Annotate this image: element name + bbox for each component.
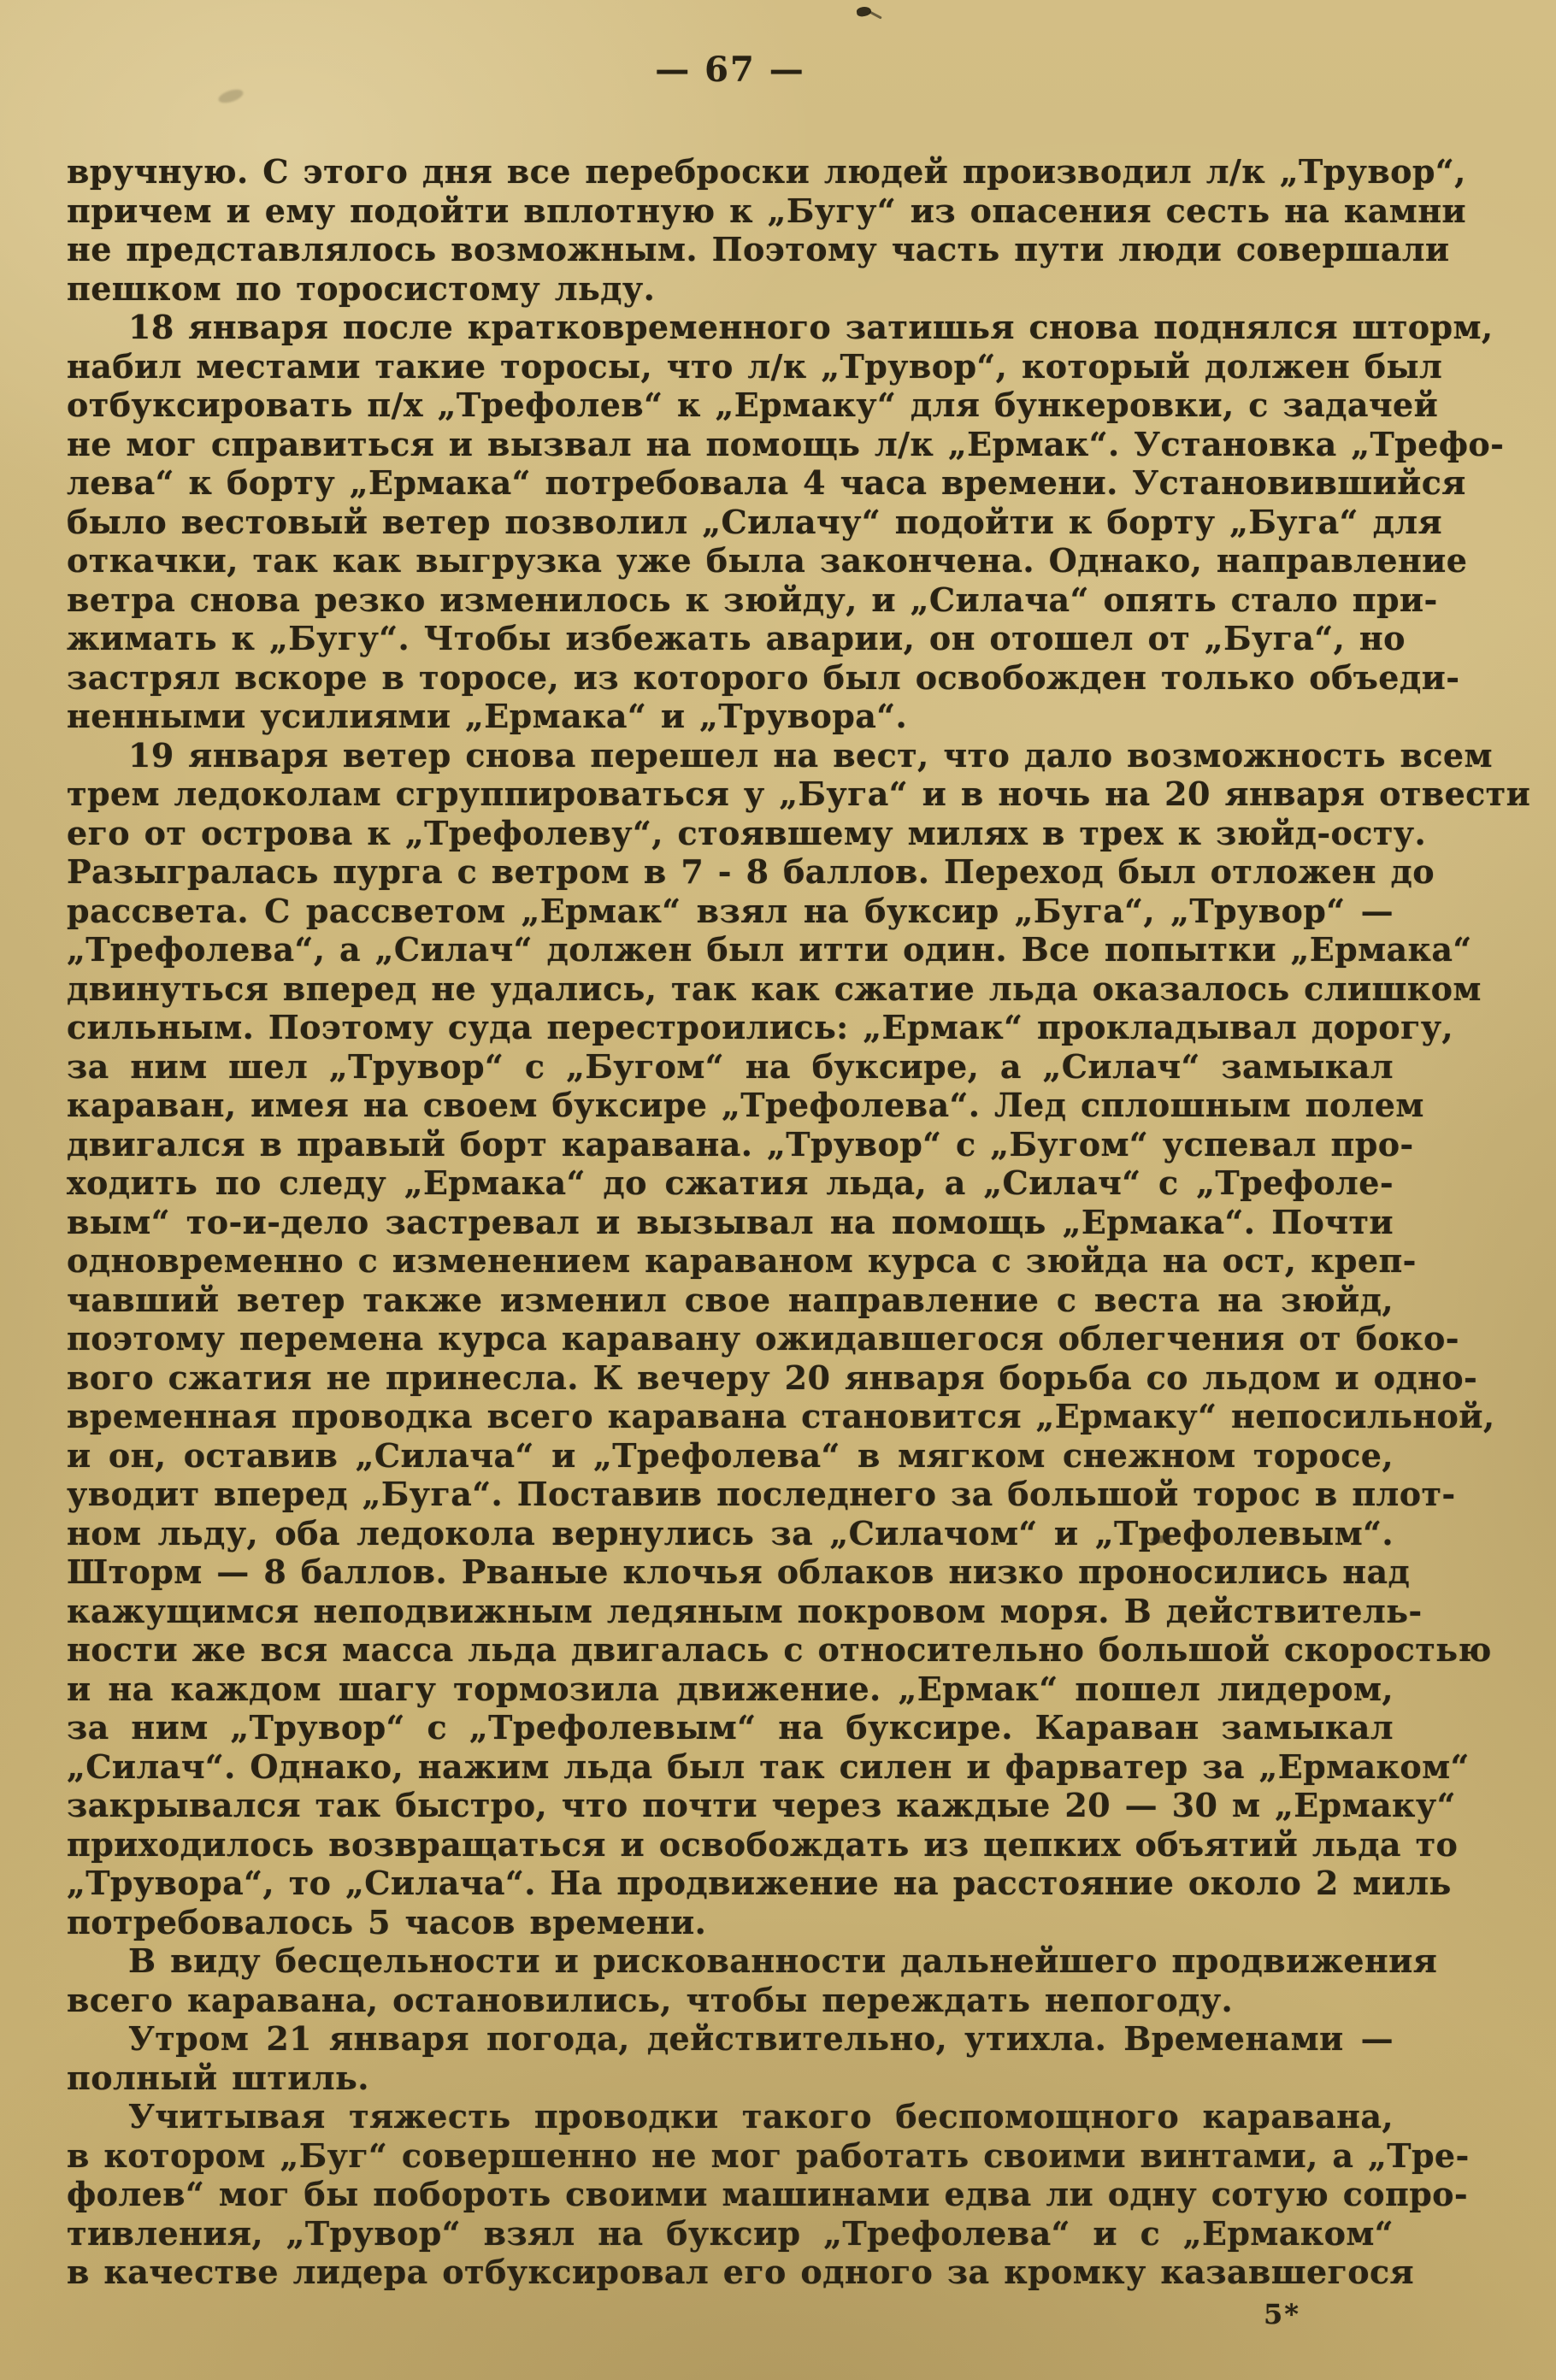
text-line: ности же вся масса льда двигалась с относительно большой скоростью — [67, 1630, 1492, 1669]
text-line: его от острова к „Трефолеву“, стоявшему милях в трех к зюйд-осту. — [67, 813, 1427, 852]
text-line: уводит вперед „Буга“. Поставив последнего за большой торос в плот- — [67, 1475, 1456, 1513]
paragraph — [67, 2097, 1470, 2292]
text-line: причем и ему подойти вплотную к „Бугу“ из опасения сесть на камни — [67, 191, 1467, 230]
text-line: Шторм — 8 баллов. Рваные клочья облаков низко проносились над — [67, 1552, 1411, 1591]
text-line: кажущимся неподвижным ледяным покровом моря. В действитель- — [67, 1591, 1423, 1630]
signature-mark: 5* — [1264, 2298, 1300, 2330]
text-line: за ним шел „Трувор“ с „Бугом“ на буксире, а „Силач“ замыкал — [67, 1046, 1394, 1086]
text-line: приходилось возвращаться и освобождать из цепких объятий льда то — [67, 1824, 1459, 1864]
text-line: пешком по торосистому льду. — [67, 268, 656, 308]
text-line: всего каравана, остановились, чтобы переждать непогоду. — [67, 1980, 1234, 2019]
text-line: „Трувора“, то „Силача“. На продвижение на расстояние около 2 миль — [67, 1864, 1452, 1902]
text-line: одновременно с изменением караваном курса с зюйда на ост, креп- — [67, 1241, 1417, 1280]
text-line: не мог справиться и вызвал на помощь л/к „Ермак“. Установка „Трефо- — [67, 424, 1505, 463]
paragraph — [67, 735, 1531, 1942]
text-line: 18 января после кратковременного затишья снова поднялся шторм, — [128, 308, 1494, 346]
text-line: за ним „Трувор“ с „Трефолевым“ на буксире. Караван замыкал — [67, 1708, 1394, 1747]
text-line: вого сжатия не принесла. К вечеру 20 января борьба со льдом и одно- — [67, 1358, 1478, 1397]
text-block — [67, 152, 1531, 2292]
text-line: лева“ к борту „Ермака“ потребовала 4 часа времени. Установившийся — [67, 463, 1466, 502]
text-line: Разыгралась пурга с ветром в 7 - 8 баллов. Переход был отложен до — [67, 852, 1435, 891]
text-line: отбуксировать п/х „Трефолев“ к „Ермаку“ для бункеровки, с задачей — [67, 386, 1439, 424]
text-line: караван, имея на своем буксире „Трефолева“. Лед сплошным полем — [67, 1086, 1424, 1124]
paragraph — [67, 152, 1467, 308]
text-line: застрял вскоре в торосе, из которого был освобожден только объеди- — [67, 657, 1460, 697]
paragraph — [67, 2019, 1394, 2097]
paragraph — [67, 308, 1505, 736]
text-line: в качестве лидера отбуксировал его одного за кромку казавшегося — [67, 2253, 1414, 2291]
text-line: потребовалось 5 часов времени. — [67, 1902, 707, 1941]
text-line: временная проводка всего каравана становится „Ермаку“ непосильной, — [67, 1397, 1495, 1435]
text-line: рассвета. С рассветом „Ермак“ взял на буксир „Буга“, „Трувор“ — — [67, 891, 1394, 930]
text-line: закрывался так быстро, что почти через каждые 20 — 30 м „Ермаку“ — [67, 1786, 1456, 1824]
text-line: полный штиль. — [67, 2058, 369, 2097]
text-line: чавший ветер также изменил свое направление с веста на зюйд, — [67, 1280, 1394, 1319]
text-line: ходить по следу „Ермака“ до сжатия льда, а „Силач“ с „Трефоле- — [67, 1163, 1394, 1202]
text-line: двигался в правый борт каравана. „Трувор“ с „Бугом“ успевал про- — [67, 1124, 1414, 1163]
text-line: ном льду, оба ледокола вернулись за „Силачом“ и „Трефолевым“. — [67, 1513, 1394, 1552]
text-line: трем ледоколам сгруппироваться у „Буга“ и в ночь на 20 января отвести — [67, 775, 1531, 813]
text-line: не представлялось возможным. Поэтому часть пути люди совершали — [67, 230, 1450, 268]
text-line: и он, оставив „Силача“ и „Трефолева“ в мягком снежном торосе, — [67, 1435, 1394, 1475]
text-line: было вестовый ветер позволил „Силачу“ подойти к борту „Буга“ для — [67, 502, 1442, 541]
text-line: жимать к „Бугу“. Чтобы избежать аварии, он отошел от „Буга“, но — [67, 619, 1406, 657]
text-line: сильным. Поэтому суда перестроились: „Ермак“ прокладывал дорогу, — [67, 1008, 1454, 1046]
text-line: тивления, „Трувор“ взял на буксир „Трефолева“ и с „Ермаком“ — [67, 2213, 1394, 2253]
text-line: фолев“ мог бы побороть своими машинами едва ли одну сотую сопро- — [67, 2175, 1469, 2213]
text-line: поэтому перемена курса каравану ожидавшегося облегчения от боко- — [67, 1319, 1459, 1358]
text-line: „Трефолева“, а „Силач“ должен был итти один. Все попытки „Ермака“ — [67, 930, 1472, 969]
text-line: и на каждом шагу тормозила движение. „Ермак“ пошел лидером, — [67, 1669, 1394, 1708]
text-line: „Силач“. Однако, нажим льда был так силен и фарватер за „Ермаком“ — [67, 1747, 1470, 1786]
text-line: 19 января ветер снова перешел на вест, что дало возможность всем — [128, 735, 1493, 775]
text-line: Учитывая тяжесть проводки такого беспомощного каравана, — [128, 2097, 1394, 2136]
text-line: вым“ то-и-дело застревал и вызывал на помощь „Ермака“. Почти — [67, 1202, 1394, 1241]
paragraph — [67, 1941, 1438, 2019]
text-line: вручную. С этого дня все переброски людей производил л/к „Трувор“, — [67, 152, 1466, 191]
text-line: В виду бесцельности и рискованности дальнейшего продвижения — [128, 1941, 1438, 1980]
text-line: набил местами такие торосы, что л/к „Трувор“, который должен был — [67, 346, 1443, 386]
ink-blot-tail — [869, 10, 882, 19]
page-number: — 67 — — [655, 50, 805, 90]
text-line: ветра снова резко изменилось к зюйду, и „Силача“ опять стало при- — [67, 580, 1438, 619]
text-line: в котором „Буг“ совершенно не мог работать своими винтами, а „Тре- — [67, 2136, 1470, 2175]
text-line: двинуться вперед не удались, так как сжатие льда оказалось слишком — [67, 969, 1482, 1008]
text-line: Утром 21 января погода, действительно, утихла. Временами — — [128, 2019, 1394, 2058]
text-line: откачки, так как выгрузка уже была закончена. Однако, направление — [67, 541, 1468, 580]
text-line: ненными усилиями „Ермака“ и „Трувора“. — [67, 697, 908, 735]
